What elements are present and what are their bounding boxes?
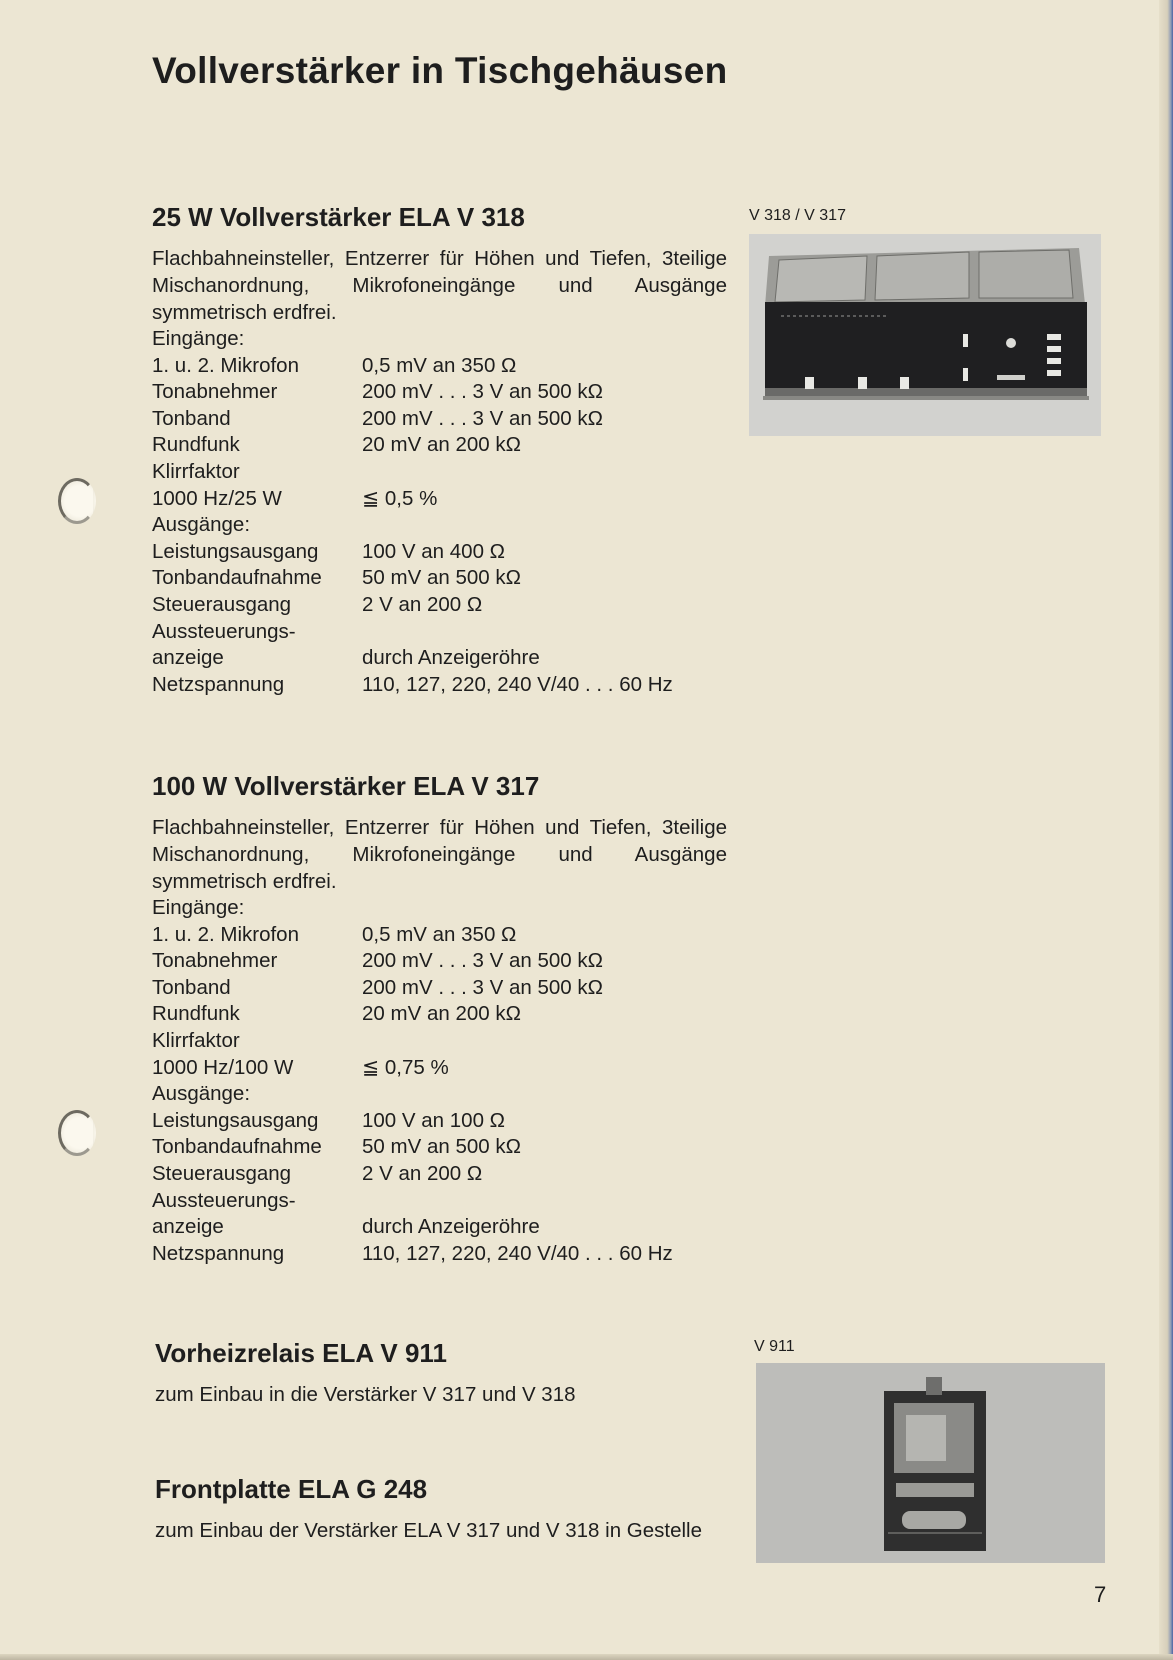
spec-value: 0,5 mV an 350 Ω bbox=[362, 353, 517, 377]
spec-row bbox=[152, 432, 727, 459]
spec-row bbox=[152, 592, 727, 619]
spec-value: ≦ 0,75 % bbox=[362, 1055, 449, 1079]
spec-row bbox=[152, 948, 727, 975]
spec-label: 1. u. 2. Mikrofon bbox=[152, 922, 299, 946]
distortion-heading: Klirrfaktor bbox=[152, 459, 240, 483]
page-bottom-edge bbox=[0, 1654, 1173, 1660]
section-v317 bbox=[152, 771, 727, 1267]
relay-photo bbox=[756, 1363, 1105, 1563]
spec-row bbox=[152, 1214, 727, 1241]
spec-row bbox=[152, 486, 727, 513]
spec-row bbox=[152, 1001, 727, 1028]
spec-value: ≦ 0,5 % bbox=[362, 486, 438, 510]
spec-value: 2 V an 200 Ω bbox=[362, 1161, 483, 1185]
section-text: zum Einbau in die Verstärker V 317 und V 318 bbox=[155, 1383, 576, 1406]
spec-value: 110, 127, 220, 240 V/40 . . . 60 Hz bbox=[362, 672, 673, 696]
spec-label: Leistungsausgang bbox=[152, 539, 319, 563]
spec-label: Tonabnehmer bbox=[152, 380, 278, 404]
spec-label: Leistungsausgang bbox=[152, 1108, 319, 1132]
spec-label: Steuerausgang bbox=[152, 592, 292, 616]
spec-value: 100 V an 400 Ω bbox=[362, 539, 505, 563]
spec-label: Netzspannung bbox=[152, 1241, 285, 1265]
section-text: zum Einbau der Verstärker ELA V 317 und V 318 in Gestelle bbox=[155, 1519, 702, 1542]
section-v318 bbox=[152, 202, 727, 698]
relay-illustration bbox=[756, 1363, 1105, 1563]
spec-row bbox=[152, 1108, 727, 1135]
spec-label: Tonbandaufnahme bbox=[152, 566, 322, 590]
spec-row bbox=[152, 1241, 727, 1268]
spec-value: 20 mV an 200 kΩ bbox=[362, 1002, 521, 1026]
section-description: Flachbahneinsteller, Entzerrer für Höhen und Tiefen, 3teilige Mischanordnung, Mikrofoneingänge und Ausgänge symmetrisch erdfrei. bbox=[152, 247, 727, 324]
section-g248 bbox=[155, 1474, 725, 1544]
section-v911 bbox=[155, 1338, 725, 1408]
spec-value: 200 mV . . . 3 V an 500 kΩ bbox=[362, 380, 603, 404]
spec-label: anzeige bbox=[152, 1215, 224, 1239]
spec-label: Tonbandaufnahme bbox=[152, 1135, 322, 1159]
spec-value: 200 mV . . . 3 V an 500 kΩ bbox=[362, 949, 603, 973]
spec-row bbox=[152, 539, 727, 566]
spec-value: 0,5 mV an 350 Ω bbox=[362, 922, 517, 946]
outputs-heading: Ausgänge: bbox=[152, 1082, 251, 1106]
spec-value: durch Anzeigeröhre bbox=[362, 646, 540, 670]
binder-hole bbox=[58, 1110, 96, 1156]
spec-row bbox=[152, 1134, 727, 1161]
spec-row bbox=[152, 406, 727, 433]
spec-label: Tonband bbox=[152, 975, 231, 999]
spec-value: durch Anzeigeröhre bbox=[362, 1215, 540, 1239]
spec-value: 110, 127, 220, 240 V/40 . . . 60 Hz bbox=[362, 1241, 673, 1265]
figure-caption: V 911 bbox=[754, 1338, 795, 1355]
inputs-heading: Eingänge: bbox=[152, 327, 245, 350]
level-heading: Aussteuerungs- bbox=[152, 619, 296, 643]
spec-row bbox=[152, 353, 727, 380]
spec-row bbox=[152, 1161, 727, 1188]
page-title: Vollverstärker in Tischgehäusen bbox=[152, 50, 728, 91]
distortion-heading: Klirrfaktor bbox=[152, 1028, 240, 1052]
inputs-heading: Eingänge: bbox=[152, 896, 245, 919]
spec-label: Steuerausgang bbox=[152, 1161, 292, 1185]
section-description: Flachbahneinsteller, Entzerrer für Höhen und Tiefen, 3teilige Mischanordnung, Mikrofoneingänge und Ausgänge symmetrisch erdfrei. bbox=[152, 816, 727, 893]
spec-row bbox=[152, 922, 727, 949]
section-heading: 100 W Vollverstärker ELA V 317 bbox=[152, 771, 540, 801]
spec-value: 50 mV an 500 kΩ bbox=[362, 566, 521, 590]
spec-label: 1000 Hz/100 W bbox=[152, 1055, 294, 1079]
amplifier-photo bbox=[749, 234, 1101, 436]
section-heading: Vorheizrelais ELA V 911 bbox=[155, 1338, 447, 1368]
spec-row bbox=[152, 379, 727, 406]
spec-label: 1000 Hz/25 W bbox=[152, 486, 282, 510]
spec-row bbox=[152, 1055, 727, 1082]
spec-label: 1. u. 2. Mikrofon bbox=[152, 353, 299, 377]
figure-caption: V 318 / V 317 bbox=[749, 207, 846, 224]
spec-label: Rundfunk bbox=[152, 1002, 240, 1026]
spec-value: 200 mV . . . 3 V an 500 kΩ bbox=[362, 975, 603, 999]
spec-value: 50 mV an 500 kΩ bbox=[362, 1135, 521, 1159]
section-heading: Frontplatte ELA G 248 bbox=[155, 1474, 428, 1504]
spec-value: 200 mV . . . 3 V an 500 kΩ bbox=[362, 406, 603, 430]
section-heading: 25 W Vollverstärker ELA V 318 bbox=[152, 202, 525, 232]
spec-value: 2 V an 200 Ω bbox=[362, 592, 483, 616]
spec-row bbox=[152, 565, 727, 592]
spec-label: Tonabnehmer bbox=[152, 949, 278, 973]
page-edge bbox=[1159, 0, 1173, 1660]
spec-row bbox=[152, 672, 727, 699]
spec-label: anzeige bbox=[152, 646, 224, 670]
amplifier-illustration bbox=[749, 234, 1101, 436]
spec-row bbox=[152, 645, 727, 672]
outputs-heading: Ausgänge: bbox=[152, 513, 251, 537]
level-heading: Aussteuerungs- bbox=[152, 1188, 296, 1212]
spec-label: Rundfunk bbox=[152, 433, 240, 457]
page-number: 7 bbox=[1094, 1582, 1107, 1607]
spec-label: Tonband bbox=[152, 406, 231, 430]
spec-value: 20 mV an 200 kΩ bbox=[362, 433, 521, 457]
binder-hole bbox=[58, 478, 96, 524]
spec-label: Netzspannung bbox=[152, 672, 285, 696]
spec-row bbox=[152, 975, 727, 1002]
spec-value: 100 V an 100 Ω bbox=[362, 1108, 505, 1132]
